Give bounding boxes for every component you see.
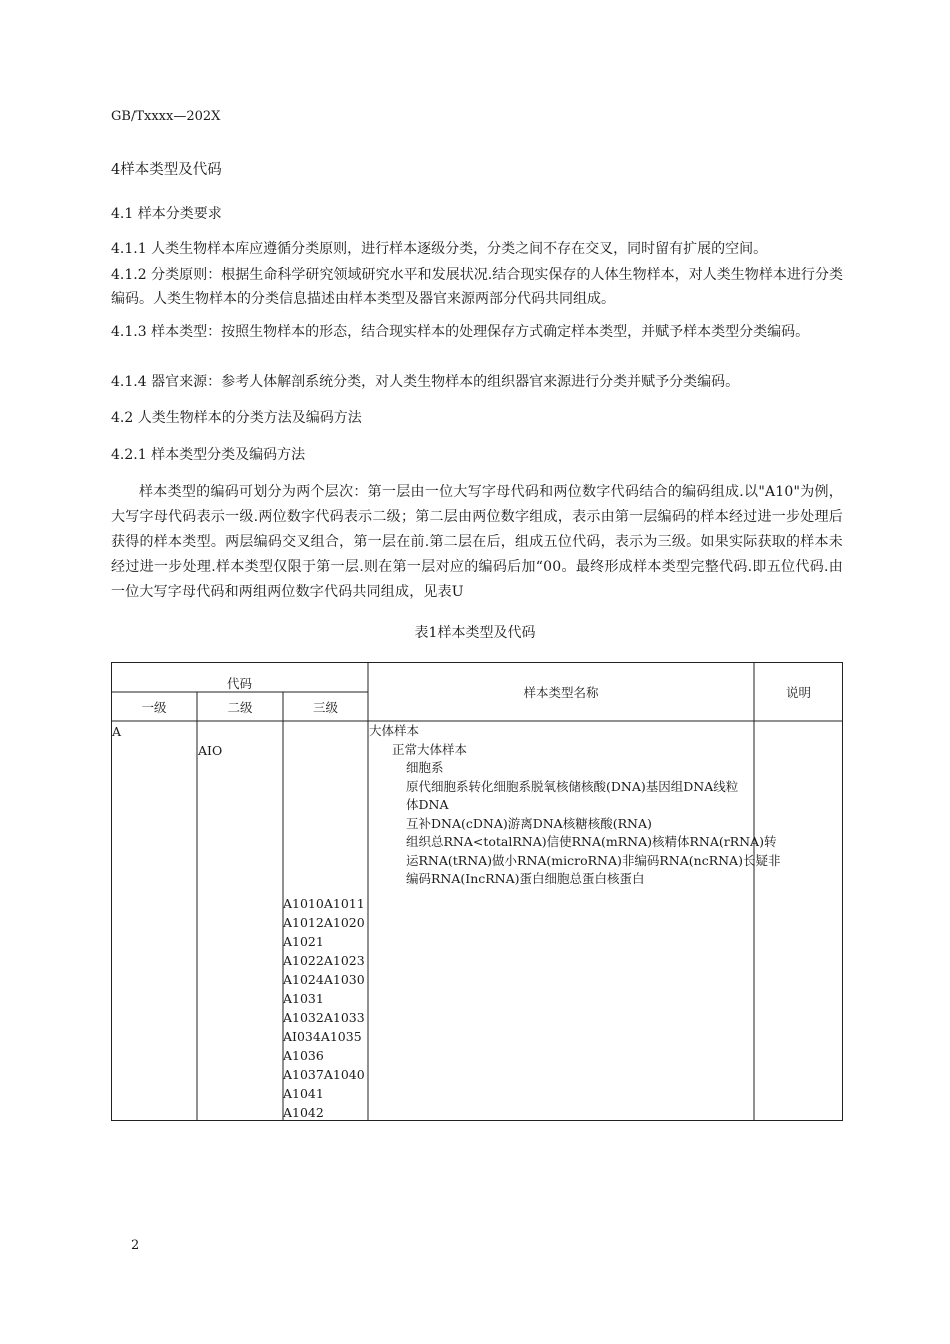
section-4-2-title: 4.2 人类生物样本的分类方法及编码方法 <box>111 410 362 426</box>
clause-4-1-4: 4.1.4 器官来源：参考人体解剖系统分类，对人类生物样本的组织器官来源进行分类并赋予分类编码。 <box>111 374 740 390</box>
sample-name: 细胞系 <box>406 760 444 775</box>
header-level1: 一级 <box>141 700 167 715</box>
header-code: 代码 <box>226 676 252 691</box>
sample-name: 组织总RNA<totalRNA)信使RNA(mRNA)核精体RNA(rRNA)转 <box>406 834 777 849</box>
level3-code: A1037A1040 <box>283 1067 365 1082</box>
level3-code: A1036 <box>283 1048 324 1063</box>
sample-name: 体DNA <box>406 797 449 812</box>
sample-name: 编码RNA(IncRNA)蛋白细胞总蛋白核蛋白 <box>406 871 645 886</box>
sample-name: 运RNA(tRNA)做小RNA(microRNA)非编码RNA(ncRNA)长疑非 <box>406 852 781 868</box>
sample-name: 原代细胞系转化细胞系脱氧核储核酸(DNA)基因组DNA线粒 <box>406 778 739 794</box>
level3-code: A1031 <box>283 991 324 1006</box>
section-4-1-title: 4.1 样本分类要求 <box>111 206 222 222</box>
clause-4-1-1: 4.1.1 人类生物样本库应遵循分类原则，进行样本逐级分类，分类之间不存在交叉，同时留有扩展的空间。 <box>111 241 768 257</box>
document-code-header: GB/Txxxx—202X <box>111 109 221 124</box>
header-level2: 二级 <box>227 700 253 715</box>
table-caption: 表1样本类型及代码 <box>414 625 536 641</box>
coding-method-paragraph: 样本类型的编码可划分为两个层次：第一层由一位大写字母代码和两位数字代码结合的编码组成.以"A10"为例，大写字母代码表示一级.两位数字代码表示二级；第二层由两位数字组成，表示由第一层编码的样本经过进一步处理后获得的样本类型。两层编码交叉组合，第一层在前.第二层在后，组成五位代码，表示为三级。如果实际获取的样本未经过进一步处理.样本类型仅限于第一层.则在第一层对应的编码后加“00。最终形成样本类型完整代码.即五位代码.由一位大写字母代码和两组两位数字代码共同组成，见表U <box>111 484 843 600</box>
level1-code: A <box>112 724 122 739</box>
sample-name: 互补DNA(cDNA)游离DNA核糖核酸(RNA) <box>406 815 652 831</box>
sample-type-table <box>111 662 843 1122</box>
section-4-2-1-title: 4.2.1 样本类型分类及编码方法 <box>111 447 306 463</box>
clause-4-1-2: 4.1.2 分类原则：根据生命科学研究领域研究水平和发展状况.结合现实保存的人体生物样本，对人类生物样本进行分类编码。人类生物样本的分类信息描述由样本类型及器官来源两部分代码共同组成。 <box>111 267 843 307</box>
level3-code: AI034A1035 <box>283 1029 362 1044</box>
level3-code: A1021 <box>283 934 324 949</box>
sample-name: 大体样本 <box>369 723 420 738</box>
level3-code: A1032A1033 <box>283 1010 365 1025</box>
header-note: 说明 <box>785 685 811 700</box>
level3-code: A1010A1011 <box>283 896 365 911</box>
clause-4-1-3: 4.1.3 样本类型：按照生物样本的形态，结合现实样本的处理保存方式确定样本类型，并赋予样本类型分类编码。 <box>111 324 810 340</box>
level3-code: A1022A1023 <box>283 953 365 968</box>
page-number: 2 <box>131 1238 140 1253</box>
sample-name-list <box>369 722 780 889</box>
level3-code: A1012A1020 <box>283 915 365 930</box>
sample-name: 正常大体样本 <box>392 741 468 757</box>
level3-code: A1024A1030 <box>283 972 365 987</box>
level3-code: A1041 <box>283 1086 324 1101</box>
section-4-title: 4样本类型及代码 <box>111 162 222 178</box>
level2-code: AIO <box>198 743 223 758</box>
header-sample-name: 样本类型名称 <box>523 685 599 700</box>
level3-code: A1042 <box>283 1105 324 1120</box>
level3-code-list <box>283 894 365 1122</box>
header-level3: 三级 <box>312 700 338 715</box>
